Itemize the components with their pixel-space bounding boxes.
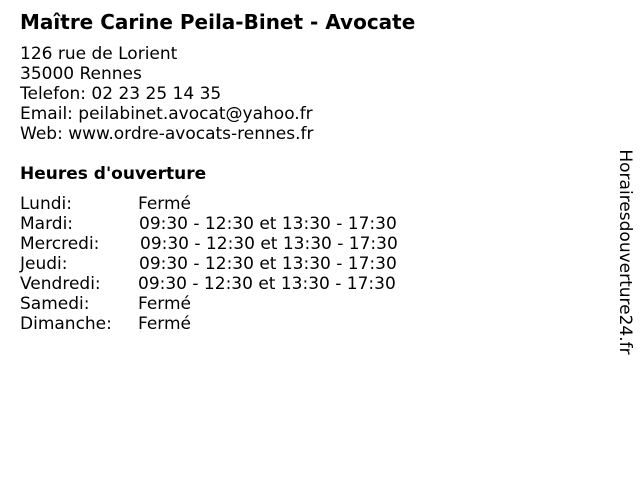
watermark-site-name: Horairesdouverture24.fr	[615, 149, 635, 355]
time-value: 09:30 - 12:30 et 13:30 - 17:30	[139, 214, 397, 234]
hours-heading: Heures d'ouverture	[20, 164, 207, 184]
day-label: Mercredi:	[20, 234, 100, 254]
time-value: 09:30 - 12:30 et 13:30 - 17:30	[139, 254, 397, 274]
time-value: Fermé	[138, 314, 192, 334]
street-address: 126 rue de Lorient	[20, 44, 178, 64]
day-label: Dimanche:	[20, 314, 112, 334]
page-title: Maître Carine Peila-Binet - Avocate	[20, 10, 416, 34]
time-value: 09:30 - 12:30 et 13:30 - 17:30	[140, 234, 398, 254]
day-label: Vendredi:	[20, 274, 101, 294]
time-value: Fermé	[138, 194, 192, 214]
time-value: 09:30 - 12:30 et 13:30 - 17:30	[138, 274, 396, 294]
contact-block	[20, 44, 313, 144]
day-label: Samedi:	[20, 294, 90, 314]
city-postal: 35000 Rennes	[20, 64, 142, 84]
day-label: Lundi:	[20, 194, 72, 214]
day-label: Mardi:	[20, 214, 74, 234]
email-address: Email: peilabinet.avocat@yahoo.fr	[20, 104, 313, 124]
phone-number: Telefon: 02 23 25 14 35	[20, 84, 222, 104]
website: Web: www.ordre-avocats-rennes.fr	[20, 124, 314, 144]
time-value: Fermé	[138, 294, 192, 314]
day-label: Jeudi:	[20, 254, 68, 274]
